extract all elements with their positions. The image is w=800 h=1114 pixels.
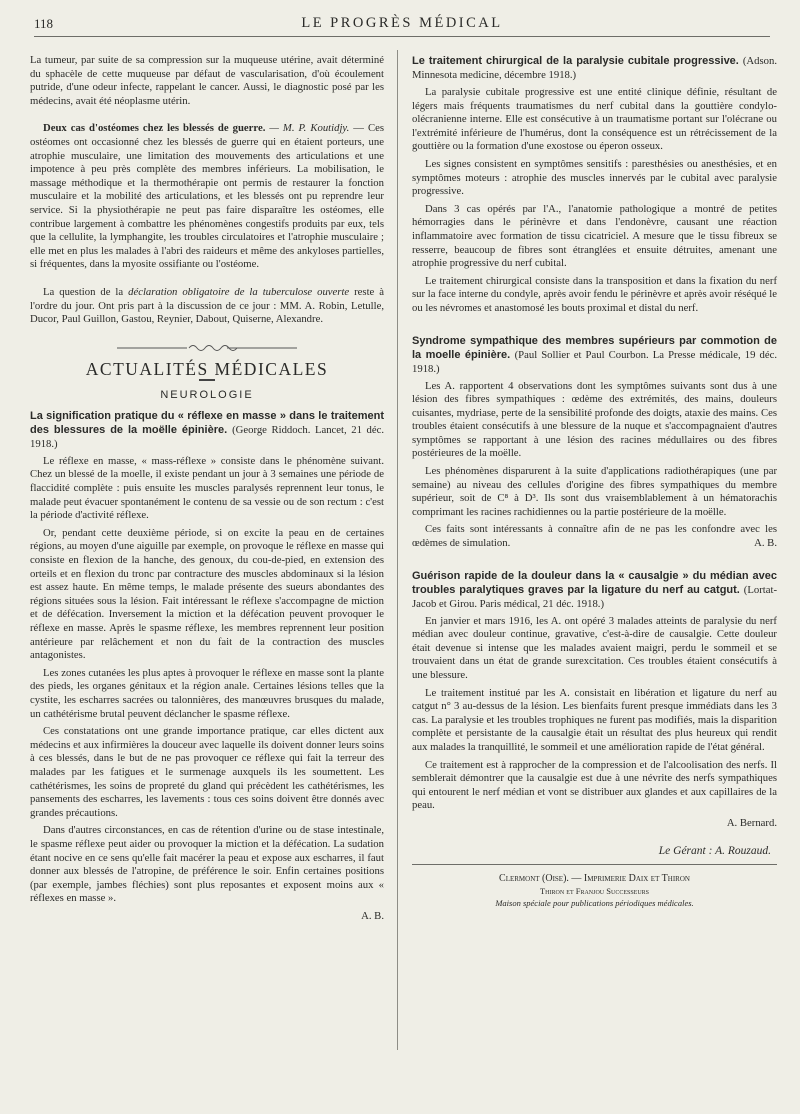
article-reflexe-heading xyxy=(30,409,384,451)
gerant-line: Le Gérant : A. Rouzaud. xyxy=(658,844,771,857)
paragraph-tuberculose xyxy=(30,286,384,327)
article-cubitale-p4: Le traitement chirurgical consiste dans la transposition et dans la fixation du nerf sur la face interne du condyle, après avoir fendu le périnèvre et après avoir réséqué le ou les névromes et anastomosé les bouts proximal et distal du nerf. xyxy=(412,274,777,314)
article-sympathique-p3 xyxy=(412,523,777,550)
article-sympathique-heading xyxy=(412,334,777,376)
article-sympathique-p2: Les phénomènes disparurent à la suite d'applications radiothérapiques (une par semaine) au niveau des cellules d'origine des fibres sympathiques du membre supérieur, soit de C⁸ à D³. Ils sont dus vraisemblablement à un hématorachis comprimant les racines rachidiennes ou la partie postérieure de la moëlle. xyxy=(412,465,777,518)
article-reflexe-p5: Dans d'autres circonstances, en cas de rétention d'urine ou de stase intestinale, le spasme réflexe peut aider ou provoquer la miction et la défécation. La sudation étant nocive en ce sens qu'elle fait macérer la peau et expose aux escharres, il faut donner aux blessés de l'atropine, de préférence le soir. Enfin certaines positions (par exemple, jambes fléchies) sont plus reposantes et exposent moins aux « réflexes en masse ». xyxy=(30,824,384,905)
article-reflexe-signature: A. B. xyxy=(361,909,384,922)
tuberculose-text-1: La question de la xyxy=(43,285,124,298)
subsection-title: NEUROLOGIE xyxy=(160,389,254,402)
article-cubitale-citation: (Adson. Minnesota medicine, décembre 1918.) xyxy=(412,55,777,81)
ornament-divider xyxy=(30,343,384,353)
journal-title: LE PROGRÈS MÉDICAL xyxy=(301,15,503,31)
article-reflexe-p1: Le réflexe en masse, « mass-réflexe » consiste dans le phénomène suivant. Chez un blessé de la moelle, il existe pendant un jour à 3 semaines une période de flaccidité complète : puis ensuite les muscles paralysés reprennent leur tonus, le malade peut évacuer spontanément le contenu de sa vessie ou de son rectum : c'est la période d'activité réflexe. xyxy=(30,454,384,522)
imprint-specialty: Maison spéciale pour publications périodiques médicales. xyxy=(495,898,694,909)
article-causalgie-title: Guérison rapide de la douleur dans la « causalgie » du médian avec troubles paralytiques graves par la ligature du nerf au catgut. xyxy=(412,569,777,596)
article-cubitale-p2: Les signes consistent en symptômes sensitifs : paresthésies ou anesthésies, et en symptômes moteurs : atrophie des muscles innervés par le cubital avec paralysie progressive. xyxy=(412,157,777,198)
tuberculose-emphasis: déclaration obligatoire de la tuberculose ouverte xyxy=(128,285,350,298)
tuberculose-text-2: reste à l'ordre du jour. Ont pris part à la discussion de ce jour : MM. A. Robin, Letulle, Ducor, Paul Guillon, Gastou, Reynier, Dabout, Quiserne, Alexandre. xyxy=(30,285,384,326)
article-cubitale-heading xyxy=(412,54,777,82)
page-number: 118 xyxy=(34,16,54,31)
article-causalgie-heading xyxy=(412,569,777,611)
imprint-rule xyxy=(412,864,777,865)
article-cubitale-p1: La paralysie cubitale progressive est une entité clinique définie, résultant de légers mais fréquents traumatismes du nerf cubital dans la gouttière condylo-olécranienne interne. Elle est consécutive à un traumatisme portant sur l'olécrane ou l'extrémité inférieure de l'humérus, dont la conséquence est un rétrécissement de la gouttière ou la formation d'une exostose ou éperon osseux. xyxy=(412,86,777,153)
article-causalgie-citation: (Lortat-Jacob et Girou. Paris médical, 21 déc. 1918.) xyxy=(412,583,777,610)
article-osteomes-title: Deux cas d'ostéomes chez les blessés de guerre. xyxy=(43,122,266,135)
article-osteomes xyxy=(30,122,384,272)
article-causalgie-p1: En janvier et mars 1916, les A. ont opéré 3 malades atteints de paralysie du nerf médian avec douleur continue, gravative, c'est-à-dire de causalgie. Cette douleur était devenue si intense que les malades avaient maigri, perdu le sommeil et se trouvaient dans un état de grande surexcitation. Ces troubles étaient consécutifs à une blessure. xyxy=(412,614,777,681)
article-causalgie-p3: Ce traitement est à rapprocher de la compression et de l'alcoolisation des nerfs. Il semblerait démontrer que la causalgie est due à une névrite des nerfs sympathiques qui entourent le nerf médian et vont se distribuer aux glandes et aux capillaires de la peau. xyxy=(412,758,777,812)
article-reflexe-p4: Ces constatations ont une grande importance pratique, car elles dictent aux médecins et aux infirmières la douceur avec laquelle ils doivent donner leurs soins à ces blessés, dans le but de ne pas provoquer ce réflexe qui fait la terreur des malades par les fatigues et le surmenage auxquels ils les soumettent. Les cathétérismes, les soins de propreté du gland qui précèdent les cathétérismes, les pansements des escharres, les lavements : tous ces soins doivent être donnés avec grandes précautions. xyxy=(30,725,384,819)
article-reflexe-p3: Les zones cutanées les plus aptes à provoquer le réflexe en masse sont la plante des pieds, les organes génitaux et la région anale. Certaines lésions telles que la cystite, les escharres sacrées ou talonnières, des manœuvres brusques du malade, un cathétérisme brutal peuvent déclancher le spasme réflexe. xyxy=(30,666,384,720)
article-sympathique-title: Syndrome sympathique des membres supérieurs par commotion de la moelle épinière. xyxy=(412,334,777,361)
imprint-successors: Thiron et Franjou Successeurs xyxy=(539,886,650,897)
article-sympathique-citation: (Paul Sollier et Paul Courbon. La Presse médicale, 19 déc. 1918.) xyxy=(412,348,777,375)
article-cubitale-title: Le traitement chirurgical de la paralysie cubitale progressive. xyxy=(412,55,739,67)
section-rule xyxy=(199,379,215,381)
right-column xyxy=(412,54,777,909)
left-column xyxy=(30,54,384,923)
article-causalgie-signature: A. Bernard. xyxy=(726,816,777,829)
article-causalgie-p2: Le traitement institué par les A. consistait en libération et ligature du nerf au catgut n° 3 au-dessus de la lésion. Les bienfaits furent presque immédiats dans les 3 cas. La paralysie et les troubles trophiques ne furent pas modifiés, mais la disparition complète et persistante de la causalgie était un résultat des plus heureux qui rendit aux malades la tranquillité, le sommeil et une amélioration rapide de l'état général. xyxy=(412,686,777,753)
article-cubitale-p3: Dans 3 cas opérés par l'A., l'anatomie pathologique a montré de petites hémorragies dans le périnèvre et dans l'endonèvre, causant une réaction inflammatoire avec formation de tissu cicatriciel. A mesure que le tissu fibreux se resserre, beaucoup de fibres sont étranglées et ensuite détruites, amenant une atrophie progressive du nerf cubital. xyxy=(412,202,777,270)
article-reflexe-citation: (George Riddoch. Lancet, 21 déc. 1918.) xyxy=(30,423,384,450)
article-sympathique-signature: A. B. xyxy=(754,537,777,550)
paragraph-tumeur: La tumeur, par suite de sa compression sur la muqueuse utérine, avait déterminé du sphacèle de cette muqueuse par défaut de vascularisation, d'où écoulement putride, d'une odeur infecte, rappelant le cancer. Aussi, le diagnostic posé par les médecins, avait été néoplasme utérin. xyxy=(30,54,384,107)
running-head xyxy=(34,14,770,37)
section-title: ACTUALITÉS MÉDICALES xyxy=(85,358,329,379)
article-sympathique-p1: Les A. rapportent 4 observations dont les symptômes suivants sont dus à une lésion des fibres sympathiques : œdème des extrémités, des mains, douleurs cuisantes, mydriase, perte de la sensibilité profonde des doigts, ataxie des mains. Ces troubles étaient consécutifs à une blessure de la nuque et s'accompagnaient d'autres symptômes se rapportant à une lésion des racines médullaires ou des fibres postérieures de la moëlle. xyxy=(412,379,777,460)
column-divider xyxy=(397,50,398,1050)
article-reflexe-title: La signification pratique du « réflexe en masse » dans le traitement des blessures de la moëlle épinière. xyxy=(30,409,384,436)
article-sympathique-p3-text: Ces faits sont intéressants à connaître afin de ne pas les confondre avec les œdèmes de simulation. xyxy=(412,523,777,550)
imprint-printer: Clermont (Oise). — Imprimerie Daix et Thiron xyxy=(499,873,690,885)
article-reflexe-p2: Or, pendant cette deuxième période, si on excite la peau en de certaines régions, au moyen d'une aiguille par exemple, on provoque le réflexe en masse qui consiste en flexion de la hanche, des genoux, du cou-de-pied, en extension des orteils et en flexion du tronc par contracture des muscles abdominaux si la lésion est assez haute. En même temps, le malade présente des sueurs abondantes des régions situées sous la lésion. Fait intéressant le réflexe s'accompagne de miction et de défécation. Inversement la miction et la défécation peuvent provoquer le réflexe en masse. Après le spasme réflexe, les membres reprennent leur position antérieure par relâchement et non du fait de la contraction des muscles antagonistes. xyxy=(30,526,384,662)
article-osteomes-author: — M. P. Koutidjy. xyxy=(269,122,350,135)
article-osteomes-body: — Ces ostéomes ont occasionné chez les blessés de guerre qui en étaient porteurs, une atrophie musculaire, une limitation des mouvements des articulations et une impotence à peu près complète des membres inférieurs. La mobilisation, le massage méthodique et la thermothérapie ont permis de restaurer la fonction musculaire et la mobilité des articulations, et les blessés ont pu reprendre leur service. Si la physiothérapie ne peut pas faire disparaître les ostéomes, elle contribue largement à combattre les phénomènes congestifs produits par eux, tels que la cellulite, la lymphangite, les troubles circulatoires et l'atrophie musculaire ; elle met en plus les malades à l'abri des raideurs et même des ankyloses partielles, si fréquentes, dans la myosite ossifiante ou l'ostéome. xyxy=(30,122,385,271)
